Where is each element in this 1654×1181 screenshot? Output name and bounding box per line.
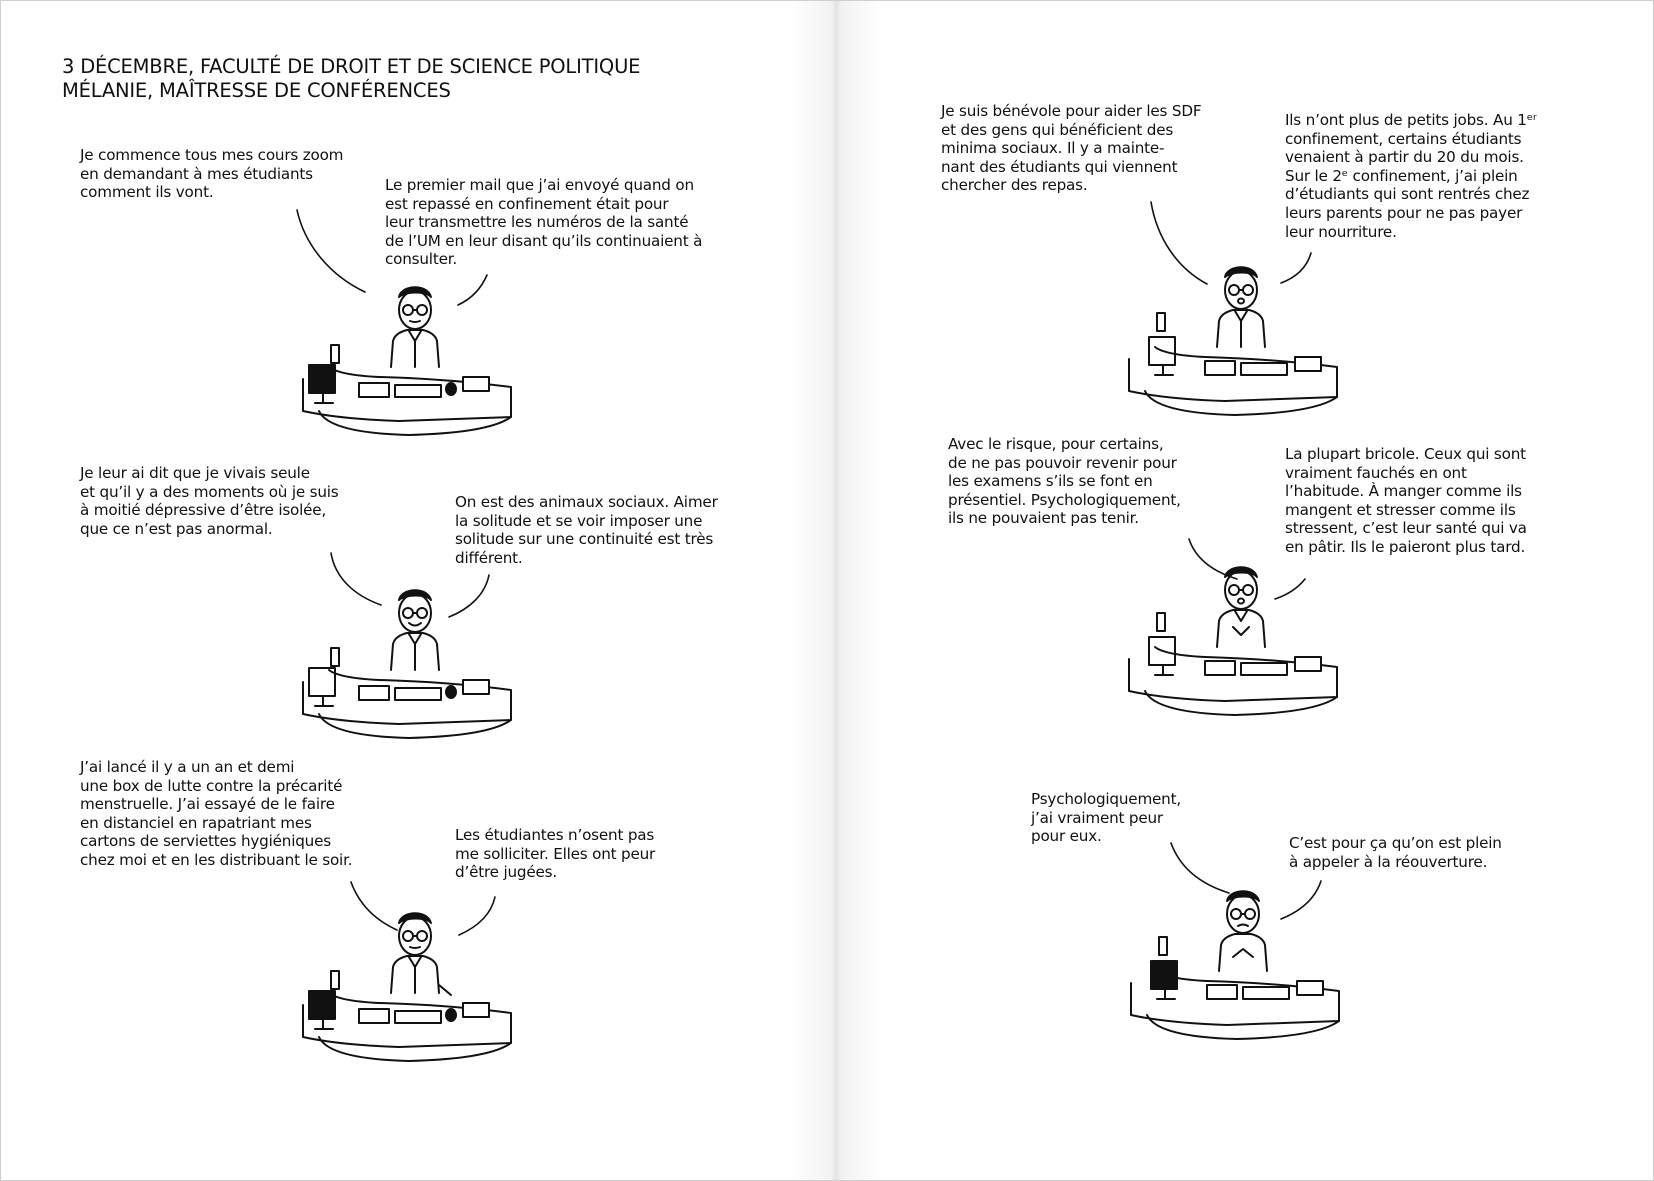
header-date-location: 3 DÉCEMBRE, FACULTÉ DE DROIT ET DE SCIENCE POLITIQUE [62, 55, 641, 78]
speech-text-right: La plupart bricole. Ceux qui sont vraiment fauchés en ont l’habitude. À manger comme ils mangent et stresser comme ils stressent, c’est leur santé qui va en pâtir. Ils le paieront plus tard. [1285, 445, 1527, 556]
speech-text-left: J’ai lancé il y a un an et demi une box de lutte contre la précarité menstruelle. J’ai essayé de le faire en distanciel en rapatriant mes cartons de serviettes hygiéniques chez moi et en les distribuant le soir. [80, 758, 353, 869]
speech-text-right: Ils n’ont plus de petits jobs. Au 1ᵉʳ confinement, certains étudiants venaient à partir du 20 du mois. Sur le 2ᵉ confinement, j’ai plein d’étudiants qui sont rentrés chez leurs parents pour ne pas payer leur nourriture. [1285, 111, 1537, 241]
teacher-at-desk-illustration [299, 909, 529, 1065]
teacher-at-desk-illustration [299, 586, 529, 742]
speech-text-right: C’est pour ça qu’on est plein à appeler à la réouverture. [1289, 834, 1502, 871]
header-person: MÉLANIE, MAÎTRESSE DE CONFÉRENCES [62, 79, 451, 102]
speech-text-left: Psychologiquement, j’ai vraiment peur pour eux. [1031, 790, 1181, 846]
teacher-at-desk-illustration [1125, 263, 1355, 419]
speech-text-left: Je suis bénévole pour aider les SDF et des gens qui bénéficient des minima sociaux. Il y a mainte- nant des étudiants qui viennent chercher des repas. [941, 102, 1202, 195]
speech-text-left: Avec le risque, pour certains, de ne pas pouvoir revenir pour les examens s’ils se font en présentiel. Psychologiquement, ils ne pouvaient pas tenir. [948, 435, 1181, 528]
left-page [1, 1, 831, 1181]
speech-text-right: Les étudiantes n’osent pas me solliciter. Elles ont peur d’être jugées. [455, 826, 656, 882]
speech-text-right: Le premier mail que j’ai envoyé quand on est repassé en confinement était pour leur transmettre les numéros de la santé de l’UM en leur disant qu’ils continuaient à consulter. [385, 176, 703, 269]
teacher-at-desk-illustration [1125, 563, 1355, 719]
speech-text-left: Je leur ai dit que je vivais seule et qu’il y a des moments où je suis à moitié dépressive d’être isolée, que ce n’est pas anormal. [80, 464, 339, 538]
teacher-at-desk-illustration [1127, 887, 1357, 1043]
speech-text-left: Je commence tous mes cours zoom en demandant à mes étudiants comment ils vont. [80, 146, 344, 202]
speech-text-right: On est des animaux sociaux. Aimer la solitude et se voir imposer une solitude sur une continuité est très différent. [455, 493, 718, 567]
chapter-header [62, 55, 640, 103]
teacher-at-desk-illustration [299, 283, 529, 439]
right-page [831, 1, 1654, 1181]
